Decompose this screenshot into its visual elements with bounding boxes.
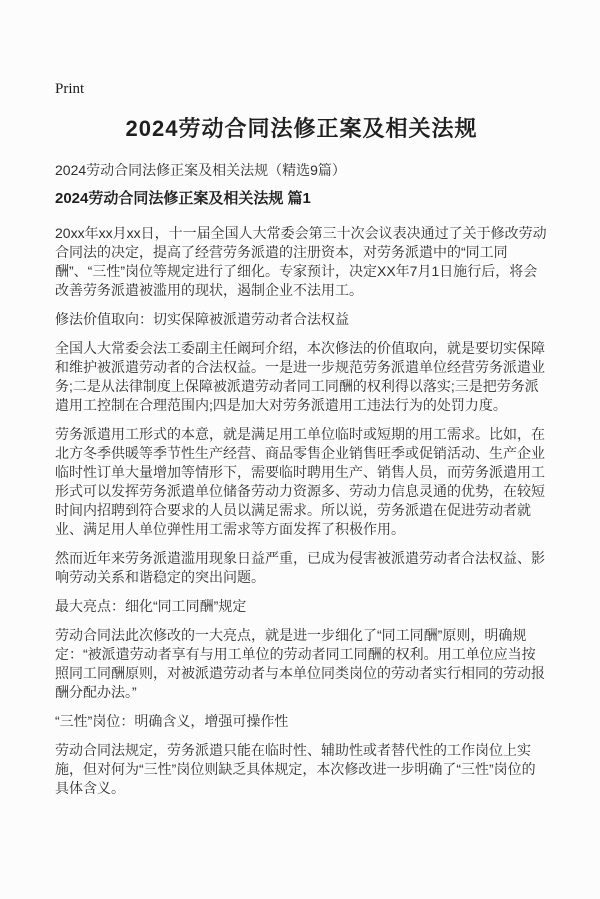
article-body	[55, 224, 548, 798]
paragraph: 20xx年xx月xx日，十一届全国人大常委会第三十次会议表决通过了关于修改劳动合同法的决定，提高了经营劳务派遣的注册资本，对劳务派遣中的“同工同酬”、“三性”岗位等规定进行了细化。专家预计，决定XX年7月1日施行后，将会改善劳务派遣被滥用的现状，遏制企业不法用工。	[55, 225, 547, 298]
paragraph: 劳务派遣用工形式的本意，就是满足用工单位临时或短期的用工需求。比如，在北方冬季供暖等季节性生产经营、商品零售企业销售旺季或促销活动、生产企业临时性订单大量增加等情形下，需要临时聘用生产、销售人员，而劳务派遣用工形式可以发挥劳务派遣单位储备劳动力资源多、劳动力信息灵通的优势，在较短时间内招聘到符合要求的人员以满足需求。所以说，劳务派遣在促进劳动者就业、满足用人单位弹性用工需求等方面发挥了积极作用。	[55, 426, 545, 537]
subheading: 最大亮点：细化“同工同酬”规定	[55, 598, 247, 614]
paragraph: 全国人大常委会法工委副主任阚珂介绍，本次修法的价值取向，就是要切实保障和维护被派遣劳动者的合法权益。一是进一步规范劳务派遣单位经营劳务派遣业务;二是从法律制度上保障被派遣劳动者同工同酬的权利得以落实;三是把劳务派遣用工控制在合理范围内;四是加大对劳务派遣用工违法行为的处罚力度。	[55, 340, 545, 413]
document-title: 2024劳动合同法修正案及相关法规	[125, 116, 478, 141]
paragraph: 劳动合同法此次修改的一大亮点，就是进一步细化了“同工同酬”原则，明确规定：“被派遣劳动者享有与用工单位的劳动者同工同酬的权利。用工单位应当按照同工同酬原则，对被派遣劳动者与本单位同类岗位的劳动者实行相同的劳动报酬分配办法。”	[55, 627, 545, 700]
document-subtitle: 2024劳动合同法修正案及相关法规（精选9篇）	[55, 162, 346, 178]
print-link[interactable]: Print	[55, 81, 85, 97]
subheading: 修法价值取向：切实保障被派遣劳动者合法权益	[55, 311, 349, 327]
paragraph: 然而近年来劳务派遣滥用现象日益严重，已成为侵害被派遣劳动者合法权益、影响劳动关系和谐稳定的突出问题。	[55, 550, 545, 585]
subheading: “三性”岗位：明确含义，增强可操作性	[55, 713, 289, 729]
section-heading: 2024劳动合同法修正案及相关法规 篇1	[55, 190, 311, 207]
print-row	[55, 80, 548, 98]
paragraph: 劳动合同法规定，劳务派遣只能在临时性、辅助性或者替代性的工作岗位上实施，但对何为“三性”岗位则缺乏具体规定，本次修改进一步明确了“三性”岗位的具体含义。	[55, 742, 536, 796]
